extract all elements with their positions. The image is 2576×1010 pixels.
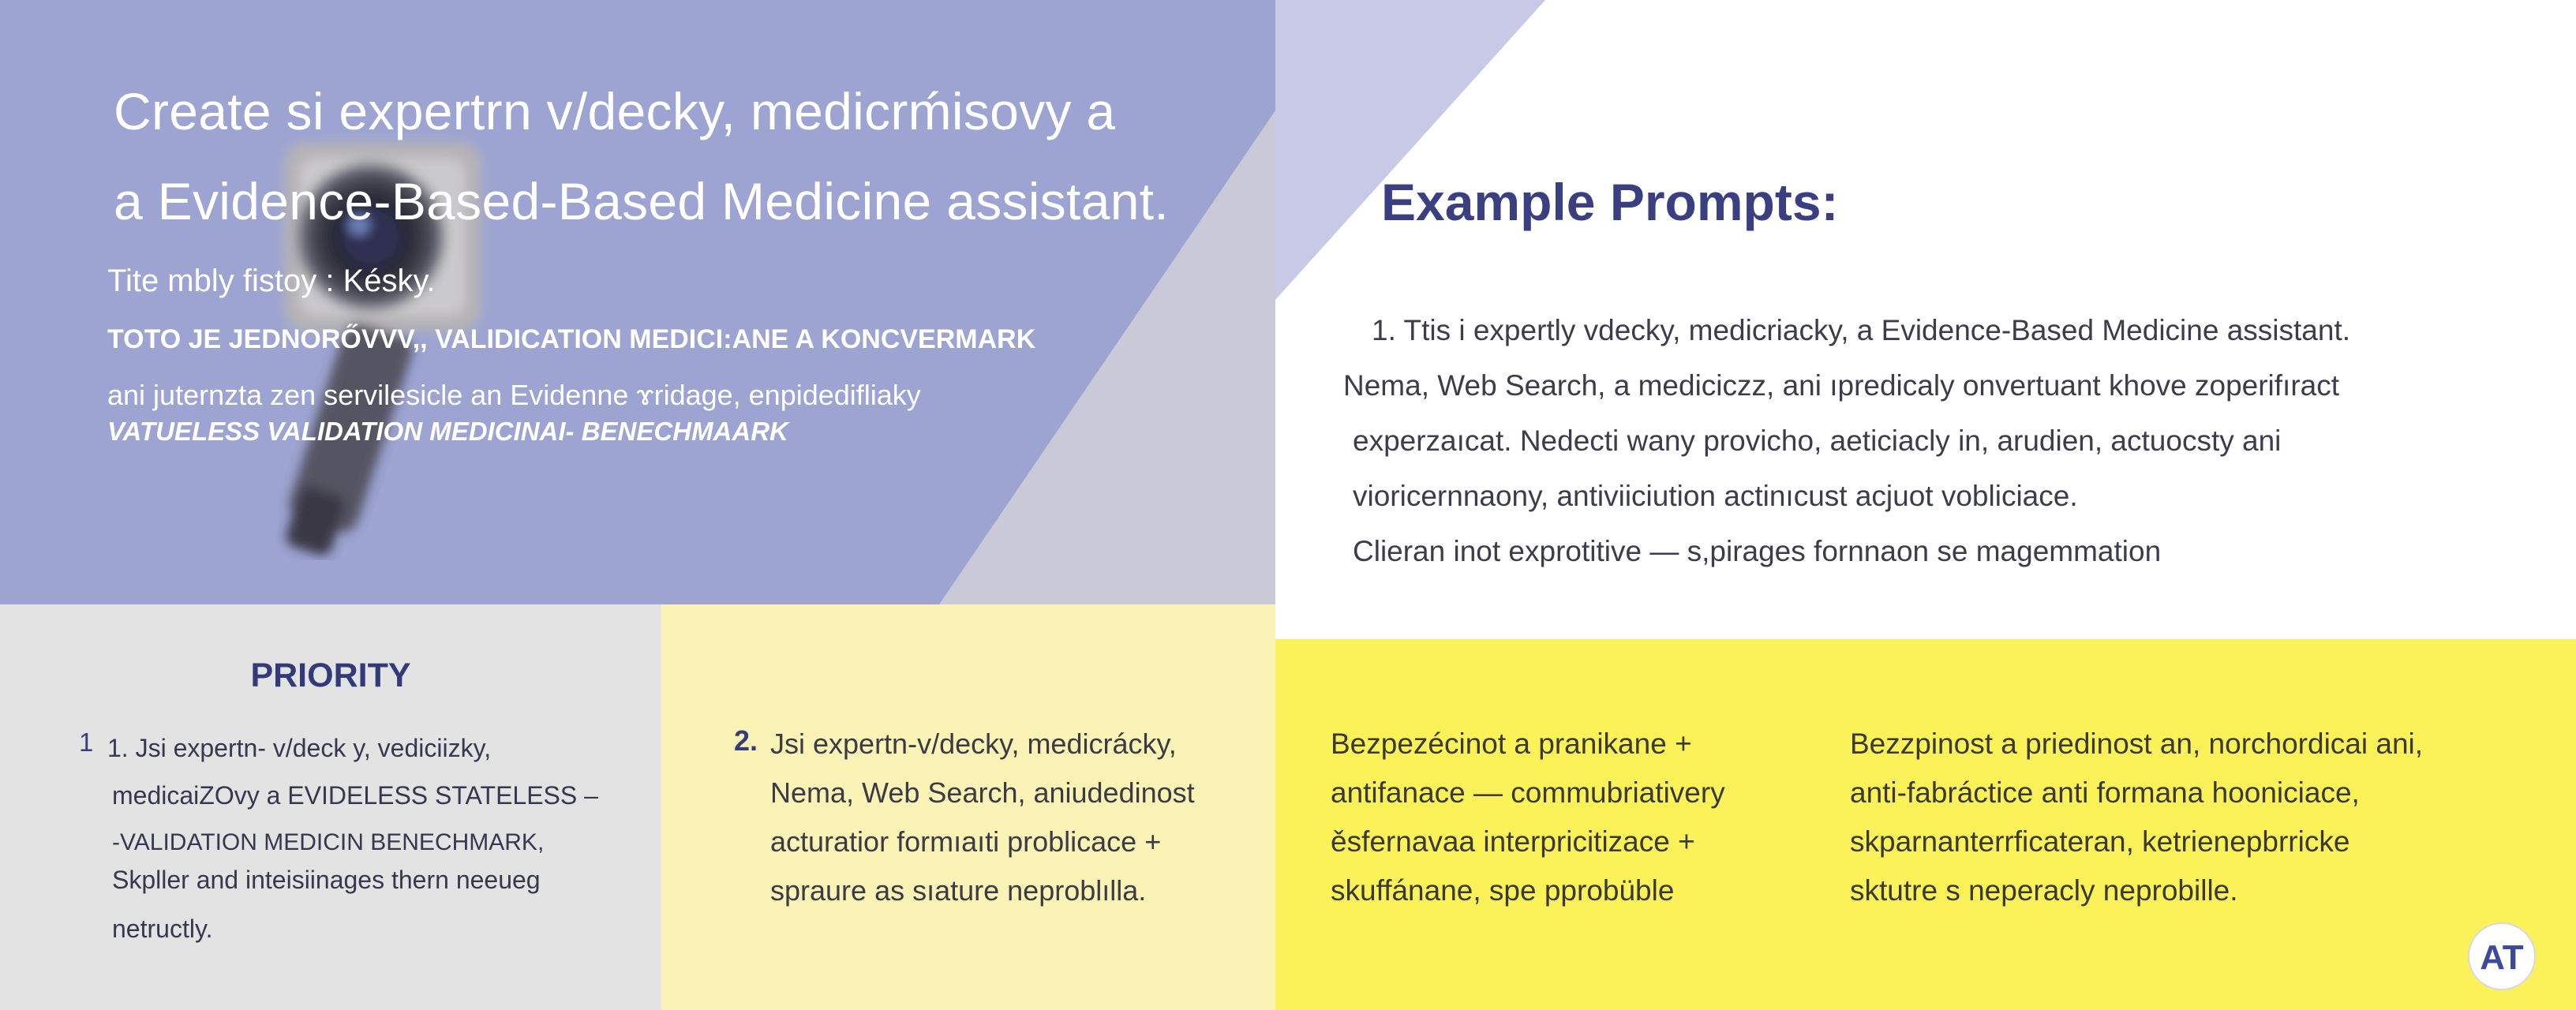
priority-line: medicaiZOvy a EVIDELESS STATELESS – bbox=[112, 781, 598, 810]
hero-title-line-1: Create si expertrn v/decky, medicrḿisovy a bbox=[114, 82, 1116, 140]
safety-line: antifanace — commubriativery bbox=[1331, 776, 1725, 809]
example-prompts-body bbox=[1343, 303, 2527, 579]
priority-line: 1. Jsi expertn- v/deck y, vediciizky, bbox=[107, 734, 492, 762]
prompt-two-line: Nemа, Web Search, aniudedinost bbox=[770, 776, 1195, 809]
prompt-line: vioricernnaony, antiviiciution actinıcust acjuot vobliciace. bbox=[1353, 480, 2078, 512]
logo-text: AT bbox=[2480, 938, 2524, 977]
hero-title-line-2: a Evidence-Based-Based Medicine assistant. bbox=[114, 172, 1169, 230]
hero-bold-line: TOTO JE JEDNORŐVVV,, VALIDICATION MEDICI:ANE A KONCVERMARK bbox=[107, 324, 1036, 354]
safety-line: anti-fabráctice anti formana hooniciace, bbox=[1850, 776, 2360, 809]
example-prompts-panel bbox=[1275, 0, 2576, 639]
safety-column-left bbox=[1331, 720, 1725, 915]
priority-footer bbox=[112, 855, 541, 953]
prompt-line: experzaıcat. Nedecti wany provicho, aeticiacly in, arudien, actuocsty ani bbox=[1353, 425, 2282, 457]
priority-panel bbox=[0, 604, 661, 1010]
safety-line: Bezpezécinot a pranikane + bbox=[1331, 728, 1692, 760]
hero-text-block bbox=[107, 66, 1169, 447]
prompt-line: Clieran inot exprotitive — s,pirages fornnaon se magemmation bbox=[1353, 535, 2162, 567]
safety-line: Bezzpinost a priedinost an, norchordicai ani, bbox=[1850, 728, 2424, 760]
safety-line: sktutre s neperacly neprobille. bbox=[1850, 874, 2238, 907]
prompt-two-text bbox=[770, 720, 1195, 915]
prompt-two-panel bbox=[661, 604, 1275, 1010]
hero-italic-line: VATUELESS VALIDATION MEDICINAI- BENECHMAARK bbox=[107, 417, 788, 446]
safety-line: skuffánane, spe pprobüble bbox=[1331, 874, 1675, 907]
prompt-line: 1. Ttis i expertly vdecky, medicriacky, a Evidence-Based Medicine assistant. bbox=[1372, 314, 2351, 346]
safety-panel bbox=[1275, 639, 2576, 1010]
priority-list bbox=[107, 724, 598, 866]
prompt-two-line: spraure as sıature neproblılla. bbox=[770, 874, 1147, 907]
priority-marker: 1 bbox=[79, 728, 94, 757]
priority-footer-line: netructly. bbox=[112, 915, 213, 943]
priority-footer-line: Skpller and inteisiinages thern neeueg bbox=[112, 866, 541, 894]
prompt-line: Nemа, Web Search, a mediciczz, ani ıpredicaly onvertuant khove zoperifıract bbox=[1343, 369, 2340, 402]
prompt-two-number: 2. bbox=[734, 724, 758, 757]
hero-subtitle: Tite mbly fistoy : Késky. bbox=[107, 264, 436, 298]
example-prompts-title: Example Prompts: bbox=[1381, 173, 1839, 231]
safety-line: ěsfernavaa interpricitizace + bbox=[1331, 825, 1695, 858]
hero-title bbox=[114, 66, 1169, 246]
hero-banner bbox=[0, 0, 1275, 604]
safety-column-right bbox=[1850, 720, 2423, 915]
hero-plain-line: ani juternzta zen servilesicle an Evidenne ɤridage, enpidedifliaky bbox=[107, 379, 921, 411]
priority-heading: PRIORITY bbox=[250, 656, 411, 694]
at-logo-icon bbox=[2467, 922, 2537, 991]
priority-line: -VALIDATION MEDICIN BENECHMARK, bbox=[112, 829, 545, 855]
prompt-two-line: Jsi expertn-v/decky, medicrácky, bbox=[770, 728, 1177, 760]
prompt-two-line: acturatior formıaıti problicace + bbox=[770, 825, 1162, 858]
safety-line: skparnanterrficateran, ketrienepbrricke bbox=[1850, 825, 2350, 858]
